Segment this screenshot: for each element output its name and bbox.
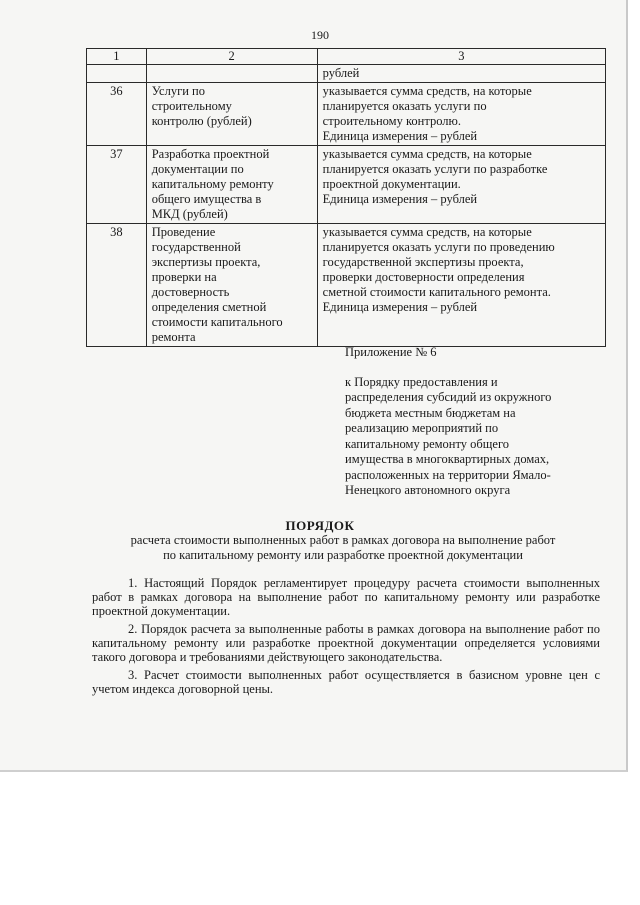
column-header-3: 3: [317, 49, 605, 65]
page-number: 190: [311, 28, 329, 42]
row-name: Проведение государственной экспертизы проекта, проверки на достоверность определения сметной стоимости капитального ремонта: [146, 224, 317, 347]
document-title: ПОРЯДОК: [285, 518, 355, 533]
paragraph-2: 2. Порядок расчета за выполненные работы в рамках договора на выполнение работ по капитальному ремонту или разработке проектной документации определяется условиями такого договора и требованиями действующего законодательства.: [92, 622, 600, 664]
table-cell: [146, 65, 317, 83]
table-header-row: [87, 49, 606, 65]
row-number: 38: [87, 224, 147, 347]
column-header-2: 2: [146, 49, 317, 65]
paragraph-3: 3. Расчет стоимости выполненных работ осуществляется в базисном уровне цен с учетом индекса договорной цены.: [92, 668, 600, 696]
column-header-1: 1: [87, 49, 147, 65]
row-description: указывается сумма средств, на которые планируется оказать услуги по разработке проектной документации. Единица измерения – рублей: [317, 146, 605, 224]
continuation-cell: рублей: [317, 65, 605, 83]
appendix-title: Приложение № 6: [345, 345, 437, 359]
table-row: [87, 83, 606, 146]
indicators-table: [86, 48, 606, 347]
row-description: указывается сумма средств, на которые планируется оказать услуги по проведению государственной экспертизы проекта, проверки достоверности определения сметной стоимости капитального ремонта. Единица измерения – рублей: [317, 224, 605, 347]
table-row: [87, 146, 606, 224]
appendix-block: [345, 345, 605, 499]
table-cell: [87, 65, 147, 83]
row-description: указывается сумма средств, на которые планируется оказать услуги по строительному контролю. Единица измерения – рублей: [317, 83, 605, 146]
document-subtitle: расчета стоимости выполненных работ в рамках договора на выполнение работ по капитальному ремонту или разработке проектной документации: [130, 533, 556, 562]
paragraph-1: 1. Настоящий Порядок регламентирует процедуру расчета стоимости выполненных работ в рамках договора на выполнение работ по капитальному ремонту или разработке проектной документации.: [92, 576, 600, 618]
row-name: Разработка проектной документации по капитальному ремонту общего имущества в МКД (рублей): [146, 146, 317, 224]
table-row-continuation: [87, 65, 606, 83]
table-row: [87, 224, 606, 347]
row-name: Услуги по строительному контролю (рублей): [146, 83, 317, 146]
document-body: [92, 576, 600, 700]
row-number: 37: [87, 146, 147, 224]
appendix-subtitle: к Порядку предоставления и распределения субсидий из окружного бюджета местным бюджетам на реализацию мероприятий по капитальному ремонту общего имущества в многоквартирных домах, расположенных на территории Ямало- Ненецкого автономного округа: [345, 374, 552, 497]
row-number: 36: [87, 83, 147, 146]
